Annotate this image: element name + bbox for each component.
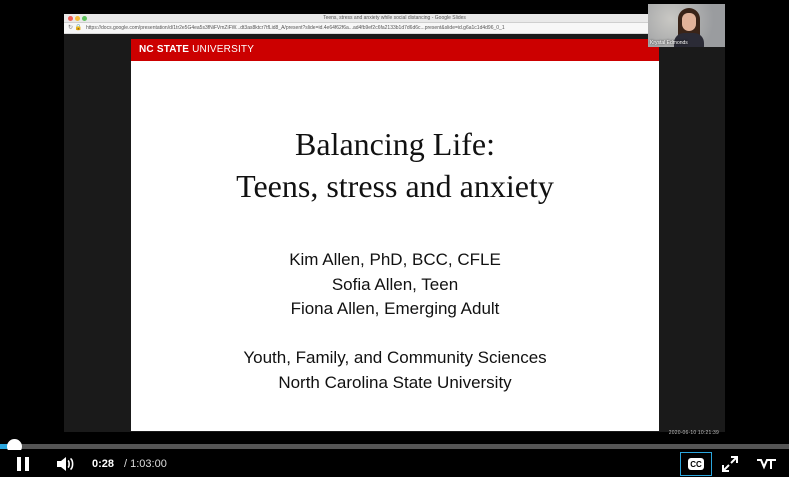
pause-icon-bar bbox=[25, 457, 29, 471]
closed-captions-icon: CC bbox=[688, 458, 704, 470]
slide-title-line2: Teens, stress and anxiety bbox=[236, 168, 554, 204]
recording-timestamp: 2020-06-10 10:21:39 bbox=[668, 430, 719, 436]
total-duration: / 1:03:00 bbox=[124, 458, 167, 470]
browser-nav-icons: ↻ 🔒 bbox=[68, 25, 83, 31]
department-name: Youth, Family, and Community Sciences bbox=[243, 348, 547, 367]
browser-url: https://docs.google.com/presentation/d/1tr2e5G4ea5s3fNiFVmZiFW...dt3as8ktcr7tfLid8_A/present?slide=id.4e64f62f6a...ad4fb9ef2c6fa2133b1d7d6d6c...present&slide=id.g6a1c1d4d96_0_1 bbox=[86, 25, 505, 31]
slide-title-line1: Balancing Life: bbox=[295, 126, 495, 162]
volume-button[interactable] bbox=[55, 455, 75, 473]
author-sofia-allen: Sofia Allen, Teen bbox=[331, 275, 459, 294]
vt-logo-icon bbox=[756, 458, 778, 470]
fullscreen-button[interactable] bbox=[721, 455, 739, 473]
current-time: 0:28 bbox=[92, 458, 115, 470]
browser-titlebar bbox=[64, 14, 725, 23]
closed-captions-button[interactable] bbox=[680, 452, 712, 476]
brand-rest: UNIVERSITY bbox=[189, 44, 255, 55]
presentation-slide bbox=[131, 39, 659, 431]
volume-icon bbox=[56, 456, 74, 472]
brand-bold: NC STATE bbox=[139, 44, 190, 55]
pause-icon bbox=[17, 457, 21, 471]
pause-button[interactable] bbox=[14, 455, 32, 473]
browser-tab-title: Teens, stress and anxiety while social distancing - Google Slides bbox=[323, 15, 466, 21]
webcam-overlay bbox=[648, 4, 725, 47]
ncsu-logo bbox=[139, 44, 254, 55]
slide-header-bar bbox=[131, 39, 659, 61]
presenter-face bbox=[682, 13, 696, 31]
progress-bar[interactable] bbox=[0, 444, 789, 449]
player-controls bbox=[0, 450, 789, 477]
vt-logo-button[interactable] bbox=[756, 455, 778, 473]
fullscreen-icon bbox=[722, 456, 738, 472]
author-fiona-allen: Fiona Allen, Emerging Adult bbox=[290, 299, 500, 318]
university-name: North Carolina State University bbox=[278, 373, 512, 392]
webcam-name-label: Krystal Edmonds bbox=[650, 40, 688, 46]
browser-url-bar bbox=[64, 23, 725, 34]
author-kim-allen: Kim Allen, PhD, BCC, CFLE bbox=[289, 250, 501, 269]
